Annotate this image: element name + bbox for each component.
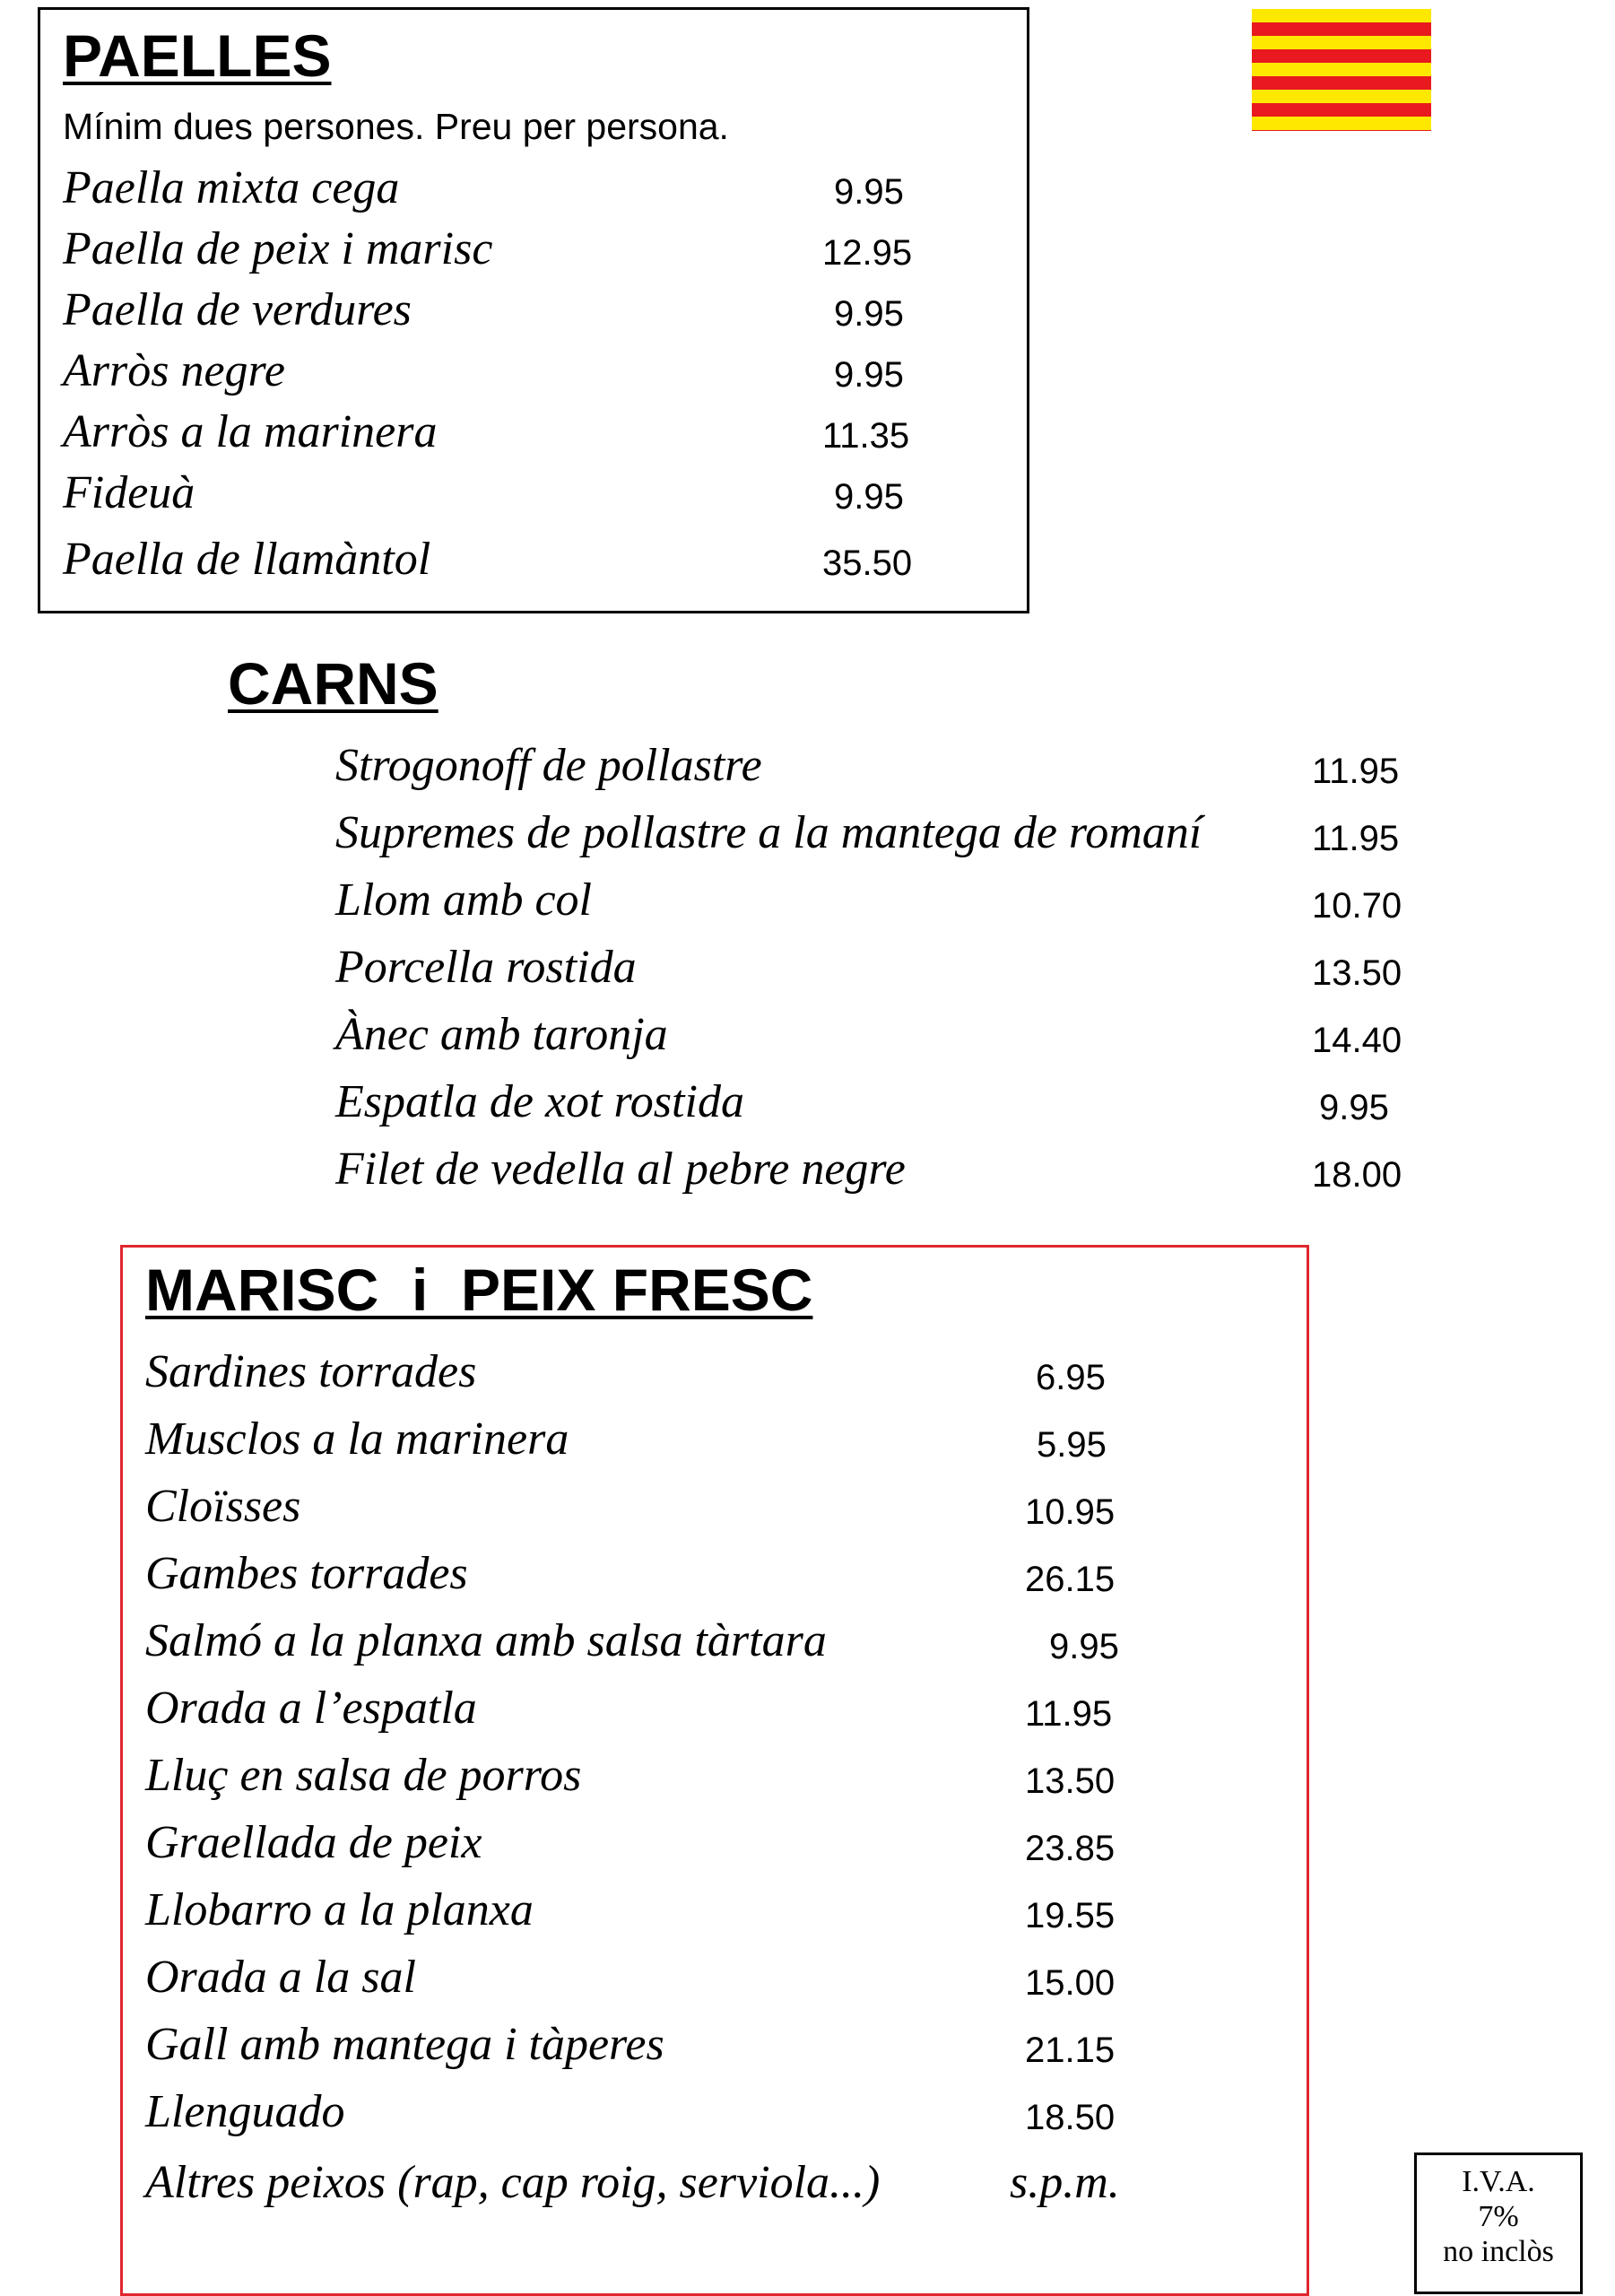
catalan-flag-icon [1252,9,1431,131]
paelles-item-price: 9.95 [834,355,904,395]
marisc-item-name: Gall amb mantega i tàperes [145,2019,664,2070]
paelles-item-name: Fideuà [63,467,195,518]
carns-item-name: Ànec amb taronja [335,1009,668,1060]
marisc-item-name: Sardines torrades [145,1346,477,1397]
paelles-item-price: 9.95 [834,172,904,212]
paelles-item-price: 9.95 [834,477,904,517]
iva-note-text: no inclòs [1443,2235,1554,2268]
carns-item-price: 18.00 [1312,1155,1402,1195]
marisc-item-name: Salmó a la planxa amb salsa tàrtara [145,1615,827,1666]
carns-item-name: Porcella rostida [335,942,637,993]
carns-item-name: Supremes de pollastre a la mantega de romaní [335,807,1203,858]
iva-note [1414,2152,1583,2294]
paelles-item-price: 12.95 [822,233,913,273]
carns-item-name: Strogonoff de pollastre [335,740,762,791]
carns-item-price: 13.50 [1312,953,1402,993]
carns-item-price: 10.70 [1312,886,1402,926]
marisc-item-name: Cloïsses [145,1481,301,1532]
marisc-item-name: Orada a la sal [145,1952,416,2003]
paelles-subtitle: Mínim dues persones. Preu per persona. [63,106,729,147]
marisc-item-name: Llenguado [145,2086,345,2137]
marisc-item-price: 9.95 [1049,1627,1119,1666]
carns-item-price: 9.95 [1319,1088,1389,1127]
carns-item-price: 11.95 [1312,819,1400,858]
marisc-item-price: 15.00 [1025,1963,1116,2003]
marisc-item-price: 26.15 [1025,1560,1116,1599]
marisc-item-price: 10.95 [1025,1492,1116,1532]
marisc-item-price: s.p.m. [1010,2157,1120,2208]
marisc-item-name: Gambes torrades [145,1548,468,1599]
marisc-item-name: Llobarro a la planxa [145,1884,534,1935]
paelles-item-name: Paella mixta cega [63,162,400,213]
paelles-item-price: 35.50 [822,544,913,583]
marisc-title: MARISC i PEIX FRESC [145,1257,813,1323]
paelles-item-price: 9.95 [834,294,904,334]
paelles-item-name: Arròs negre [63,345,285,396]
marisc-item-name: Orada a l’espatla [145,1683,477,1734]
marisc-item-price: 19.55 [1025,1896,1116,1935]
marisc-item-name: Musclos a la marinera [145,1413,569,1465]
carns-item-price: 11.95 [1312,752,1400,791]
marisc-item-name: Graellada de peix [145,1817,482,1868]
paelles-title: PAELLES [63,22,332,89]
marisc-item-price: 5.95 [1037,1425,1107,1465]
marisc-item-name: Altres peixos (rap, cap roig, serviola...) [145,2157,881,2208]
carns-item-name: Llom amb col [335,874,592,926]
carns-title: CARNS [228,650,438,717]
marisc-item-name: Lluç en salsa de porros [145,1750,582,1801]
carns-item-price: 14.40 [1312,1021,1402,1060]
paelles-item-name: Paella de peix i marisc [63,223,493,274]
marisc-item-price: 13.50 [1025,1761,1116,1801]
paelles-item-name: Paella de llamàntol [63,534,431,585]
carns-item-name: Filet de vedella al pebre negre [335,1144,906,1195]
marisc-item-price: 21.15 [1025,2031,1116,2070]
paelles-item-price: 11.35 [822,416,910,456]
marisc-item-price: 23.85 [1025,1829,1116,1868]
marisc-item-price: 6.95 [1036,1358,1106,1397]
iva-rate: 7% [1478,2200,1519,2233]
marisc-item-price: 11.95 [1025,1694,1113,1734]
marisc-item-price: 18.50 [1025,2098,1116,2137]
iva-line: I.V.A. [1462,2165,1535,2198]
paelles-item-name: Arròs a la marinera [63,406,438,457]
carns-item-name: Espatla de xot rostida [335,1076,744,1127]
paelles-item-name: Paella de verdures [63,284,412,335]
